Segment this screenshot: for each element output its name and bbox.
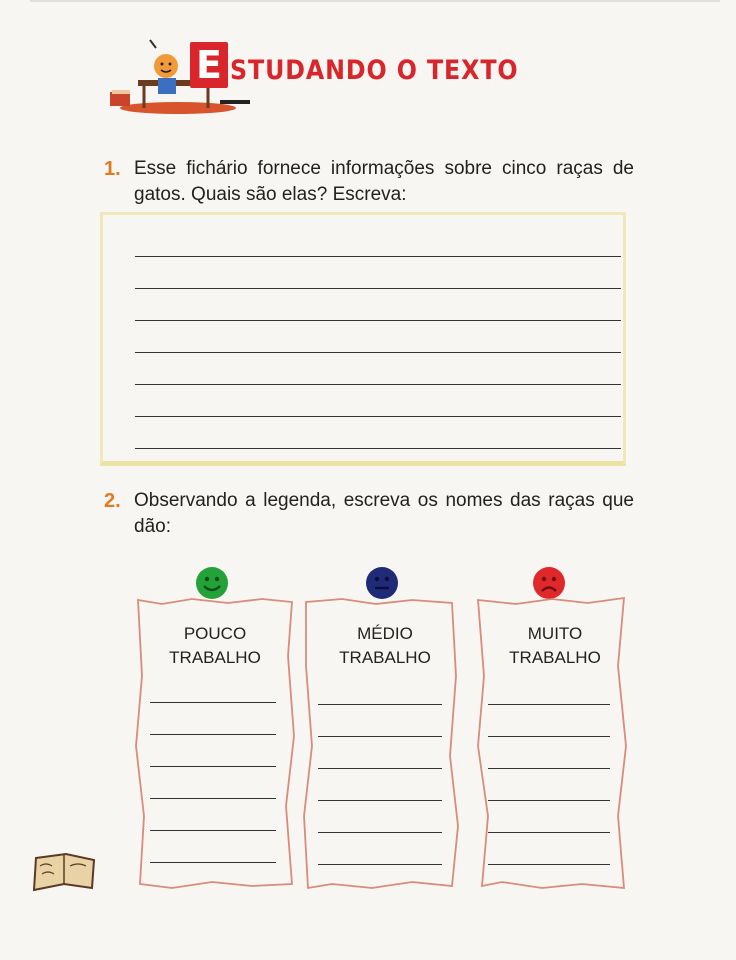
question-1	[104, 156, 634, 208]
answer-line[interactable]	[135, 256, 621, 257]
column-label: MUITO TRABALHO	[509, 624, 601, 667]
page-title	[190, 38, 558, 88]
neutral-face-icon	[365, 566, 399, 600]
column-answer-line[interactable]	[318, 704, 442, 705]
column-answer-line[interactable]	[150, 830, 276, 831]
question-1-number: 1.	[104, 158, 121, 180]
column-label: MÉDIO TRABALHO	[339, 624, 431, 667]
question-1-text: Esse fichário fornece informações sobre cinco raças de gatos. Quais são elas? Escreva:	[134, 158, 634, 205]
title-first-letter: E	[190, 42, 228, 88]
column-answer-line[interactable]	[150, 734, 276, 735]
column-answer-line[interactable]	[318, 832, 442, 833]
legend-column-pouco	[132, 596, 298, 892]
column-answer-line[interactable]	[488, 704, 610, 705]
column-answer-line[interactable]	[150, 702, 276, 703]
column-label: POUCO TRABALHO	[169, 624, 261, 667]
column-answer-line[interactable]	[318, 768, 442, 769]
answer-line[interactable]	[135, 416, 621, 417]
question-2-number: 2.	[104, 490, 121, 512]
sad-face-icon	[532, 566, 566, 600]
column-answer-line[interactable]	[488, 736, 610, 737]
top-rule	[30, 0, 720, 2]
column-answer-line[interactable]	[150, 766, 276, 767]
column-answer-line[interactable]	[318, 864, 442, 865]
answer-line[interactable]	[135, 288, 621, 289]
answer-box-1	[100, 212, 626, 466]
column-answer-line[interactable]	[488, 800, 610, 801]
answer-line[interactable]	[135, 448, 621, 449]
legend-column-medio	[302, 596, 468, 892]
column-answer-line[interactable]	[488, 864, 610, 865]
column-answer-line[interactable]	[318, 736, 442, 737]
legend-column-muito	[472, 596, 638, 892]
happy-face-icon	[195, 566, 229, 600]
column-answer-line[interactable]	[488, 832, 610, 833]
notebook-icon	[32, 850, 98, 894]
column-answer-line[interactable]	[150, 862, 276, 863]
answer-line[interactable]	[135, 384, 621, 385]
column-answer-line[interactable]	[318, 800, 442, 801]
question-2-text: Observando a legenda, escreva os nomes das raças que dão:	[134, 490, 634, 537]
answer-line[interactable]	[135, 352, 621, 353]
question-2	[104, 488, 634, 540]
column-answer-line[interactable]	[150, 798, 276, 799]
title-text: STUDANDO O TEXTO	[230, 55, 519, 86]
column-answer-line[interactable]	[488, 768, 610, 769]
answer-line[interactable]	[135, 320, 621, 321]
